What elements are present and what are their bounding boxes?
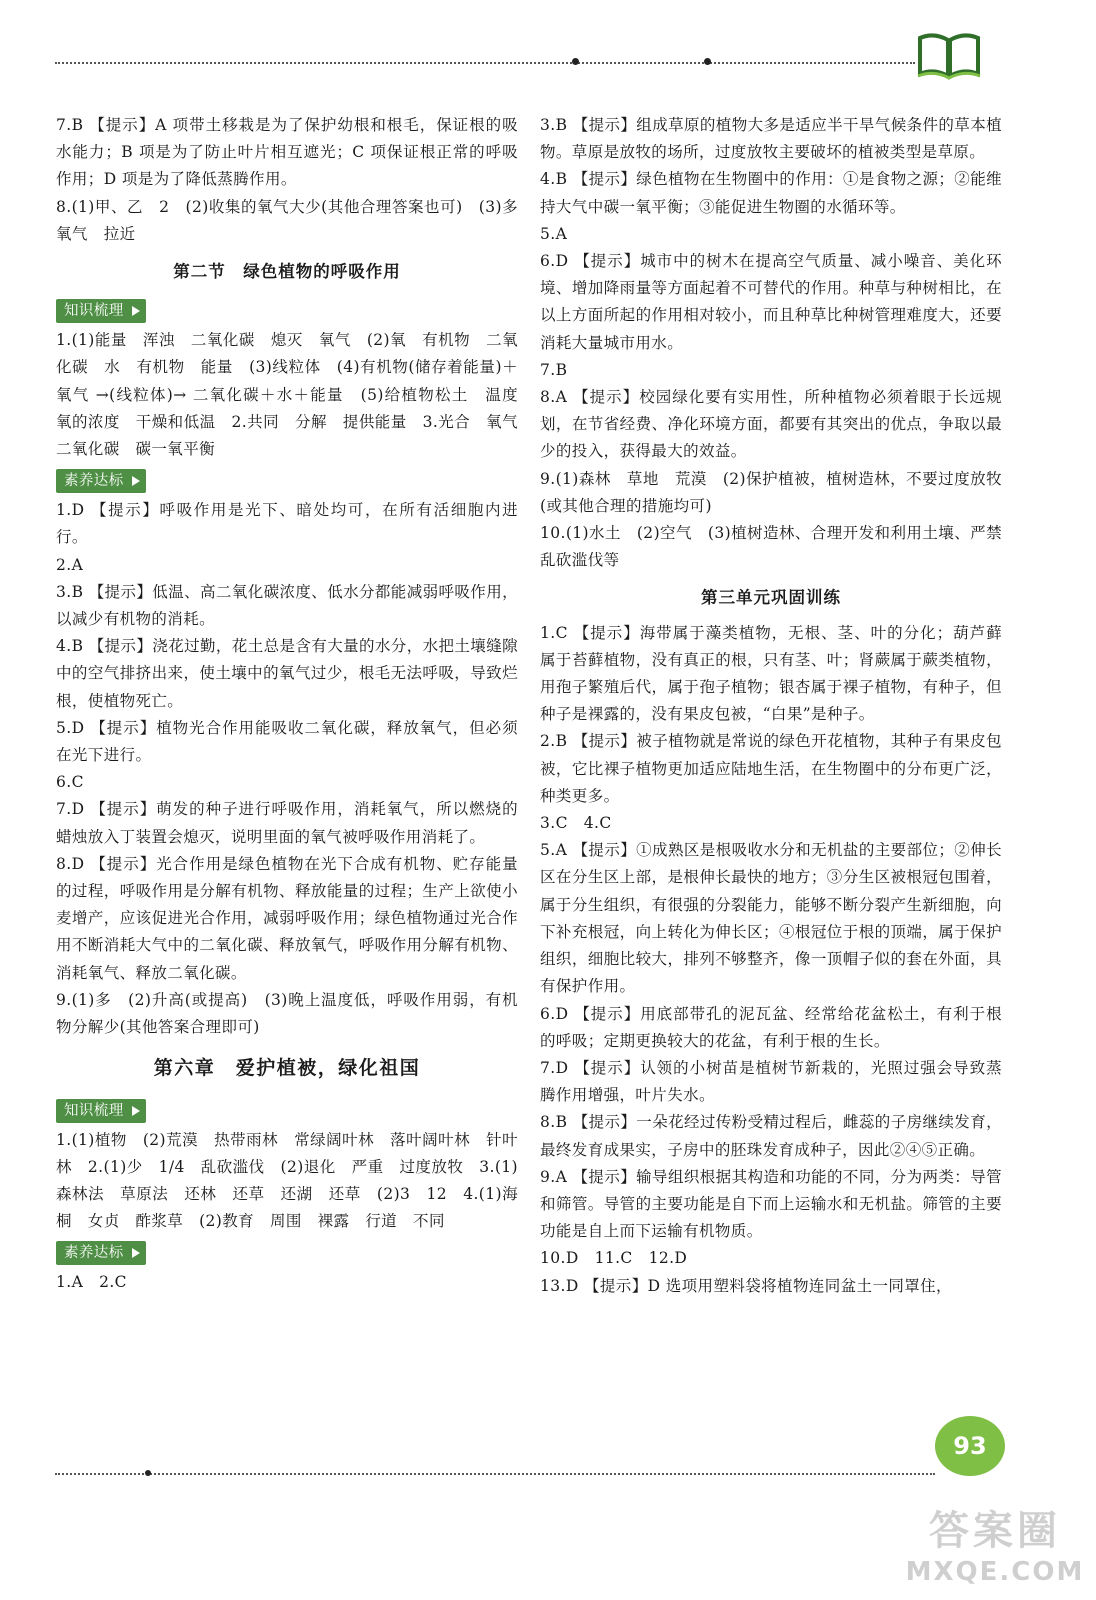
- answer-item: 9.(1)森林 草地 荒漠 (2)保护植被，植树造林，不要过度放牧(或其他合理的措施均可): [540, 469, 1002, 515]
- section-banner: [56, 299, 146, 323]
- answer-item: 3.B 【提示】组成草原的植物大多是适应半干旱气候条件的草本植物。草原是放牧的场所，过度放牧主要破坏的植被类型是草原。: [540, 116, 1003, 162]
- banner-label: 知识梳理: [64, 303, 124, 320]
- answer-item: 7.D 【提示】萌发的种子进行呼吸作用，消耗氧气，所以燃烧的蜡烛放入丁装置会熄灭，说明里面的氧气被呼吸作用消耗了。: [56, 800, 518, 846]
- banner-row: [56, 293, 518, 327]
- answer-item: 5.A 【提示】①成熟区是根吸收水分和无机盐的主要部位；②伸长区在分生区上部，是根伸长最快的地方；③分生区被根冠包围着，属于分生组织，有很强的分裂能力，能够不断分裂产生新细胞，向下补充根冠，向上转化为伸长区；④根冠位于根的顶端，属于保护组织，细胞比较大，排列不够整齐，像一顶帽子似的套在外面，具有保护作用。: [540, 841, 1002, 996]
- play-arrow-icon: [132, 306, 140, 316]
- answer-item: 4.B 【提示】绿色植物在生物圈中的作用：①是食物之源；②能维持大气中碳一氧平衡；③能促进生物圈的水循环等。: [540, 170, 1003, 216]
- footer-dot: [145, 1470, 151, 1476]
- watermark: [905, 1505, 1085, 1595]
- play-arrow-icon: [132, 476, 140, 486]
- banner-row: [56, 1093, 518, 1127]
- answer-item: 8.B 【提示】一朵花经过传粉受精过程后，雌蕊的子房继续发育，最终发育成果实，子房中的胚珠发育成种子，因此②④⑤正确。: [540, 1113, 1003, 1159]
- left-column: [56, 112, 534, 1297]
- section-title: 第二节 绿色植物的呼吸作用: [173, 262, 401, 282]
- footer-dotted-rule: [55, 1473, 935, 1475]
- right-column: [540, 112, 1002, 1300]
- answer-item: 7.B 【提示】A 项带土移栽是为了保护幼根和根毛，保证根的吸水能力；B 项是为了防止叶片相互遮光；C 项保证根正常的呼吸作用；D 项是为了降低蒸腾作用。: [56, 116, 518, 189]
- answer-item: 1.(1)植物 (2)荒漠 热带雨林 常绿阔叶林 落叶阔叶林 针叶林 2.(1)少 1/4 乱砍滥伐 (2)退化 严重 过度放牧 3.(1)森林法 草原法 还林 还草 还湖 还草 (2)3 12 4.(1)海桐 女贞 酢浆草 (2)教育 周围 裸露 行道 不同: [56, 1130, 518, 1231]
- page-number: 93: [935, 1416, 1005, 1476]
- answer-item: 2.B 【提示】被子植物就是常说的绿色开花植物，其种子有果皮包被，它比裸子植物更加适应陆地生活，在生物圈中的分布更广泛，种类更多。: [540, 732, 1003, 805]
- answer-item: 9.(1)多 (2)升高(或提高) (3)晚上温度低，呼吸作用弱，有机物分解少(其他答案合理即可): [56, 990, 518, 1037]
- answer-item: 7.B: [540, 360, 568, 379]
- answer-item: 3.B 【提示】低温、高二氧化碳浓度、低水分都能减弱呼吸作用，以减少有机物的消耗。: [56, 582, 519, 629]
- header-dot: [572, 58, 579, 65]
- section-banner: [56, 1099, 146, 1123]
- answer-item: 8.(1)甲、乙 2 (2)收集的氧气大少(其他合理答案也可) (3)多 氧气 拉近: [56, 197, 534, 243]
- answer-item: 10.(1)水土 (2)空气 (3)植树造林、合理开发和利用土壤、严禁乱砍滥伐等: [540, 524, 1002, 570]
- section-banner: [56, 1241, 146, 1265]
- banner-label: 知识梳理: [64, 1102, 124, 1119]
- header-dotted-rule: [55, 62, 915, 64]
- header-dot: [704, 58, 711, 65]
- play-arrow-icon: [132, 1106, 140, 1116]
- answer-item: 7.D 【提示】认领的小树苗是植树节新栽的，光照过强会导致蒸腾作用增强，叶片失水。: [540, 1058, 1002, 1105]
- watermark-url: MXQE.COM: [905, 1557, 1085, 1587]
- banner-label: 素养达标: [64, 473, 124, 490]
- answer-item: 8.D 【提示】光合作用是绿色植物在光下合成有机物、贮存能量的过程，呼吸作用是分解有机物、释放能量的过程；生产上欲使小麦增产，应该促进光合作用，减弱呼吸作用；绿色植物通过光合作用不断消耗大气中的二氧化碳、释放氧气，呼吸作用分解有机物、消耗氧气、释放二氧化碳。: [56, 854, 518, 982]
- answer-item: 4.B 【提示】浇花过勤，花土总是含有大量的水分，水把土壤缝隙中的空气排挤出来，使土壤中的氧气过少，根毛无法呼吸，导致烂根，使植物死亡。: [56, 637, 519, 710]
- banner-row: [56, 463, 518, 497]
- section-title: 第三单元巩固训练: [701, 588, 841, 608]
- answer-item: 6.D 【提示】用底部带孔的泥瓦盆、经常给花盆松土，有利于根的呼吸；定期更换较大的花盆，有利于根的生长。: [540, 1004, 1002, 1050]
- answer-item: 6.C: [56, 773, 84, 792]
- play-arrow-icon: [132, 1248, 140, 1258]
- banner-row: [56, 1235, 518, 1269]
- answer-item: 5.A: [540, 224, 568, 243]
- answer-item: 2.A: [56, 555, 84, 574]
- watermark-logo-text: 答案圈: [929, 1508, 1061, 1554]
- answer-item: 1.C 【提示】海带属于藻类植物，无根、茎、叶的分化；葫芦藓属于苔藓植物，没有真正的根，只有茎、叶；肾蕨属于蕨类植物，用孢子繁殖后代，属于孢子植物；银杏属于裸子植物，有种子，但种子是裸露的，没有果皮包被，“白果”是种子。: [540, 623, 1002, 724]
- answer-item: 10.D 11.C 12.D: [540, 1249, 688, 1268]
- answer-item: 3.C 4.C: [540, 814, 612, 833]
- answer-item: 1.A 2.C: [56, 1273, 127, 1292]
- banner-label: 素养达标: [64, 1245, 124, 1262]
- answer-item: 13.D 【提示】D 选项用塑料袋将植物连同盆土一同罩住，: [540, 1276, 952, 1295]
- section-banner: [56, 469, 146, 493]
- answer-item: 9.A 【提示】输导组织根据其构造和功能的不同，分为两类：导管和筛管。导管的主要功能是自下而上运输水和无机盐。筛管的主要功能是自上而下运输有机物质。: [540, 1167, 1002, 1241]
- answer-item: 1.(1)能量 浑浊 二氧化碳 熄灭 氧气 (2)氧 有机物 二氧化碳 水 有机物 能量 (3)线粒体 (4)有机物(储存着能量)＋氧气 →(线粒体)→ 二氧化碳＋水＋能量 (5)给植物松土 温度 氧的浓度 干燥和低温 2.共同 分解 提供能量 3.光合 氧气 二氧化碳 碳一氧平衡: [56, 331, 534, 459]
- book-icon: [916, 30, 982, 80]
- answer-item: 1.D 【提示】呼吸作用是光下、暗处均可，在所有活细胞内进行。: [56, 501, 518, 547]
- chapter-title: 第六章 爱护植被，绿化祖国: [153, 1057, 421, 1080]
- answer-item: 8.A 【提示】校园绿化要有实用性，所种植物必须着眼于长远规划，在节省经费、净化环境方面，都要有其突出的优点，争取以最少的投入，获得最大的效益。: [540, 388, 1002, 461]
- answer-item: 5.D 【提示】植物光合作用能吸收二氧化碳，释放氧气，但必须在光下进行。: [56, 718, 518, 765]
- answer-item: 6.D 【提示】城市中的树木在提高空气质量、减小噪音、美化环境、增加降雨量等方面起着不可替代的作用。种草与种树相比，在以上方面所起的作用相对较小，而且种草比种树管理难度大，还要消耗大量城市用水。: [540, 252, 1002, 352]
